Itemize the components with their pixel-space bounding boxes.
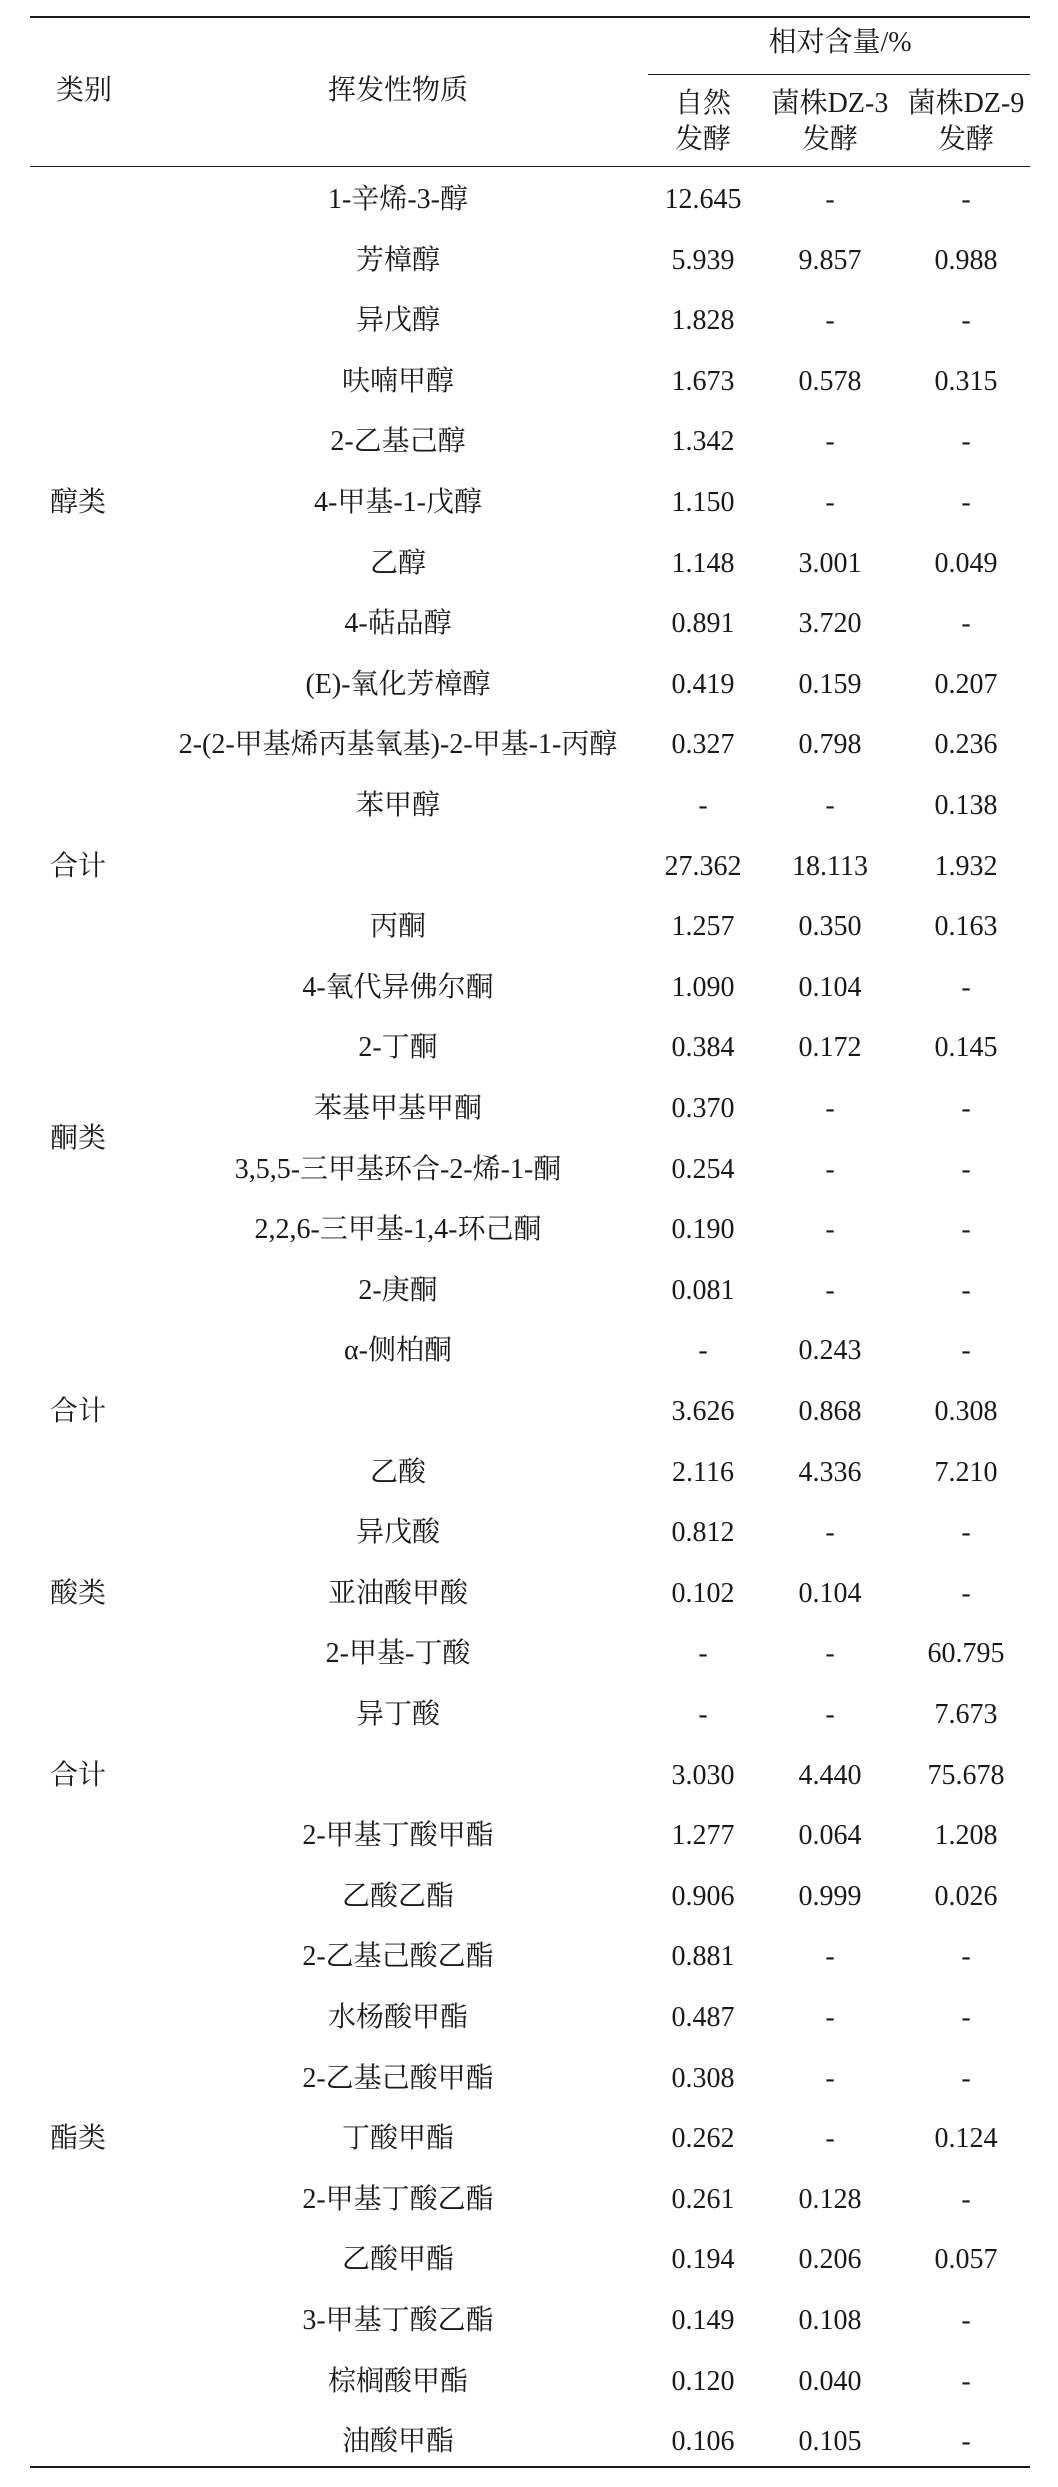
category-label: 酮类 — [50, 1123, 107, 1155]
substance-name: 2-庚酮 — [358, 1274, 438, 1306]
value-dz3: 9.857 — [798, 244, 862, 276]
value-dz3: 0.206 — [798, 2244, 862, 2276]
substance-name: 2-乙基己醇 — [330, 426, 466, 458]
value-dz9: 0.207 — [934, 668, 998, 700]
value-dz9: - — [961, 1335, 971, 1367]
substance-name: α-侧柏酮 — [344, 1335, 452, 1367]
substance-name: 4-氧代异佛尔酮 — [302, 971, 494, 1003]
substance-name: (E)-氧化芳樟醇 — [305, 668, 491, 700]
value-dz9: - — [961, 184, 971, 215]
value-dz3: - — [825, 426, 835, 458]
value-dz9: - — [961, 2062, 971, 2094]
value-dz3: - — [825, 790, 835, 821]
total-label: 合计 — [50, 850, 107, 882]
value-natural: 0.370 — [671, 1093, 735, 1124]
value-dz9: 75.678 — [927, 1759, 1005, 1791]
substance-name: 异丁酸 — [355, 1699, 441, 1730]
value-natural: - — [698, 1335, 708, 1367]
value-dz3: 3.001 — [798, 547, 862, 579]
value-dz9: 0.138 — [934, 790, 998, 821]
value-natural: - — [698, 790, 708, 821]
substance-name: 2-甲基丁酸乙酯 — [302, 2183, 494, 2215]
substance-name: 2-乙基己酸甲酯 — [302, 2062, 494, 2094]
value-dz9: 0.145 — [934, 1032, 998, 1064]
value-dz9: - — [961, 2183, 971, 2215]
value-dz9: 0.124 — [934, 2123, 998, 2155]
substance-name: 呋喃甲醇 — [341, 365, 455, 397]
header-sub-line: 菌株DZ-9 — [907, 88, 1025, 119]
header-category: 类别 — [55, 75, 113, 106]
value-dz9: - — [961, 2365, 971, 2397]
value-dz3: 0.350 — [798, 911, 862, 943]
substance-name: 乙酸 — [369, 1456, 427, 1488]
value-dz9: - — [961, 1274, 971, 1306]
header-sub-line: 发酵 — [801, 124, 858, 155]
substance-name: 2-乙基己酸乙酯 — [302, 1941, 494, 1973]
value-dz9: 0.236 — [934, 729, 998, 761]
total-label: 合计 — [50, 1759, 107, 1791]
value-dz3: - — [825, 1517, 835, 1549]
substance-name: 乙酸乙酯 — [341, 1880, 455, 1912]
value-dz3: 0.064 — [798, 1820, 862, 1852]
value-dz9: 0.057 — [934, 2244, 998, 2276]
value-natural: 0.487 — [671, 2002, 735, 2033]
value-dz3: 0.128 — [798, 2183, 862, 2215]
value-dz3: - — [825, 1274, 835, 1306]
substance-name: 油酸甲酯 — [341, 2426, 455, 2458]
value-natural: 0.194 — [671, 2244, 735, 2276]
substance-name: 苯基甲基甲酮 — [313, 1093, 483, 1124]
value-dz9: - — [961, 1517, 971, 1549]
header-substance: 挥发性物质 — [327, 75, 469, 106]
value-natural: 1.277 — [671, 1820, 735, 1852]
value-dz3: 0.159 — [798, 668, 862, 700]
substance-name: 苯甲醇 — [355, 790, 441, 821]
value-natural: 1.342 — [671, 426, 735, 458]
value-natural: 0.812 — [671, 1517, 735, 1549]
value-dz9: - — [961, 1153, 971, 1185]
substance-name: 2-丁酮 — [358, 1032, 438, 1064]
value-dz3: 0.104 — [798, 1577, 862, 1609]
value-dz3: 4.336 — [798, 1456, 862, 1488]
value-natural: 0.190 — [671, 1214, 735, 1246]
value-dz3: - — [825, 2002, 835, 2033]
substance-name: 3,5,5-三甲基环合-2-烯-1-酮 — [234, 1153, 562, 1185]
value-dz9: - — [961, 1577, 971, 1609]
value-natural: 3.030 — [671, 1759, 735, 1791]
substance-name: 4-萜品醇 — [344, 608, 452, 640]
value-natural: 1.828 — [671, 305, 735, 337]
value-dz9: - — [961, 2305, 971, 2336]
value-dz3: 0.578 — [798, 365, 862, 397]
value-natural: - — [698, 1699, 708, 1730]
value-natural: 0.384 — [671, 1032, 735, 1064]
value-dz9: 1.208 — [934, 1820, 998, 1852]
value-natural: 5.939 — [671, 244, 735, 276]
value-dz9: - — [961, 1214, 971, 1246]
table-bottom-rule — [30, 2466, 1030, 2468]
value-dz3: 3.720 — [798, 608, 862, 640]
value-dz3: 0.243 — [798, 1335, 862, 1367]
substance-name: 丁酸甲酯 — [341, 2123, 455, 2155]
value-natural: 0.308 — [671, 2062, 735, 2094]
value-natural: 0.891 — [671, 608, 735, 640]
value-dz9: - — [961, 608, 971, 640]
value-dz3: 0.108 — [798, 2305, 862, 2336]
substance-name: 2-(2-甲基烯丙基氧基)-2-甲基-1-丙醇 — [178, 729, 618, 761]
value-dz9: 0.315 — [934, 365, 998, 397]
value-dz9: 7.673 — [934, 1699, 998, 1730]
value-dz9: 0.308 — [934, 1396, 998, 1427]
value-natural: 0.081 — [671, 1274, 735, 1306]
value-dz3: 0.040 — [798, 2365, 862, 2397]
value-dz3: - — [825, 1638, 835, 1670]
value-dz3: - — [825, 184, 835, 215]
substance-name: 2-甲基-丁酸 — [325, 1638, 471, 1670]
value-dz3: - — [825, 1153, 835, 1185]
value-dz9: 0.026 — [934, 1880, 998, 1912]
substance-name: 3-甲基丁酸乙酯 — [302, 2305, 494, 2336]
value-natural: 3.626 — [671, 1396, 735, 1427]
value-natural: 0.102 — [671, 1577, 735, 1609]
value-natural: 2.116 — [672, 1456, 734, 1488]
value-dz3: 0.798 — [798, 729, 862, 761]
substance-name: 1-辛烯-3-醇 — [328, 184, 468, 215]
value-natural: 0.149 — [671, 2305, 735, 2336]
value-natural: 0.327 — [671, 729, 735, 761]
header-sub-line: 菌株DZ-3 — [771, 88, 889, 119]
value-dz9: 1.932 — [934, 850, 998, 882]
value-dz3: 18.113 — [792, 850, 868, 882]
value-natural: 0.419 — [671, 668, 735, 700]
category-label: 酸类 — [50, 1577, 107, 1609]
value-natural: 0.106 — [671, 2426, 735, 2458]
value-dz3: 0.999 — [798, 1880, 862, 1912]
substance-name: 4-甲基-1-戊醇 — [314, 487, 482, 518]
value-natural: 0.906 — [671, 1880, 735, 1912]
substance-name: 亚油酸甲酸 — [327, 1577, 469, 1609]
category-label: 醇类 — [50, 487, 107, 518]
substance-name: 芳樟醇 — [355, 244, 441, 276]
value-natural: 27.362 — [664, 850, 742, 882]
value-dz3: 4.440 — [798, 1759, 862, 1791]
value-natural: 1.257 — [671, 911, 735, 943]
value-dz3: - — [825, 1941, 835, 1973]
value-dz9: - — [961, 2002, 971, 2033]
substance-name: 乙醇 — [369, 547, 427, 579]
value-dz9: - — [961, 487, 971, 518]
substance-name: 乙酸甲酯 — [341, 2244, 455, 2276]
value-dz3: 0.104 — [798, 971, 862, 1003]
value-dz9: 0.163 — [934, 911, 998, 943]
value-dz3: 0.868 — [798, 1396, 862, 1427]
value-natural: - — [698, 1638, 708, 1670]
value-dz9: - — [961, 305, 971, 337]
value-dz9: - — [961, 1093, 971, 1124]
value-natural: 1.150 — [671, 487, 735, 518]
header-sub-line: 自然 — [674, 88, 732, 119]
value-dz9: 0.049 — [934, 547, 998, 579]
value-dz9: 60.795 — [927, 1638, 1005, 1670]
value-natural: 0.881 — [671, 1941, 735, 1973]
value-dz3: - — [825, 1214, 835, 1246]
category-label: 酯类 — [50, 2123, 107, 2155]
total-label: 合计 — [50, 1396, 107, 1427]
value-natural: 1.673 — [671, 365, 735, 397]
value-dz3: 0.105 — [798, 2426, 862, 2458]
value-dz9: - — [961, 971, 971, 1003]
header-sub-line: 发酵 — [937, 124, 994, 155]
value-natural: 1.090 — [671, 971, 735, 1003]
substance-name: 异戊酸 — [355, 1517, 441, 1549]
value-dz9: - — [961, 426, 971, 458]
substance-name: 2-甲基丁酸甲酯 — [302, 1820, 494, 1852]
substance-name: 异戊醇 — [355, 305, 441, 337]
substance-name: 丙酮 — [369, 911, 427, 943]
value-dz3: - — [825, 305, 835, 337]
value-dz3: - — [825, 487, 835, 518]
substance-name: 2,2,6-三甲基-1,4-环己酮 — [254, 1214, 542, 1246]
value-natural: 1.148 — [671, 547, 735, 579]
value-dz3: - — [825, 1699, 835, 1730]
value-natural: 0.120 — [671, 2365, 735, 2397]
value-dz3: - — [825, 2062, 835, 2094]
value-natural: 0.261 — [671, 2183, 735, 2215]
value-dz9: 7.210 — [934, 1456, 998, 1488]
value-natural: 0.262 — [671, 2123, 735, 2155]
value-dz9: - — [961, 2426, 971, 2458]
value-natural: 0.254 — [671, 1153, 735, 1185]
header-relative-content: 相对含量/% — [768, 27, 912, 58]
value-natural: 12.645 — [664, 184, 742, 215]
value-dz9: 0.988 — [934, 244, 998, 276]
substance-name: 棕榈酸甲酯 — [327, 2365, 469, 2397]
value-dz3: - — [825, 2123, 835, 2155]
substance-name: 水杨酸甲酯 — [327, 2002, 469, 2033]
value-dz9: - — [961, 1941, 971, 1973]
value-dz3: 0.172 — [798, 1032, 862, 1064]
header-sub-line: 发酵 — [674, 124, 732, 155]
value-dz3: - — [825, 1093, 835, 1124]
